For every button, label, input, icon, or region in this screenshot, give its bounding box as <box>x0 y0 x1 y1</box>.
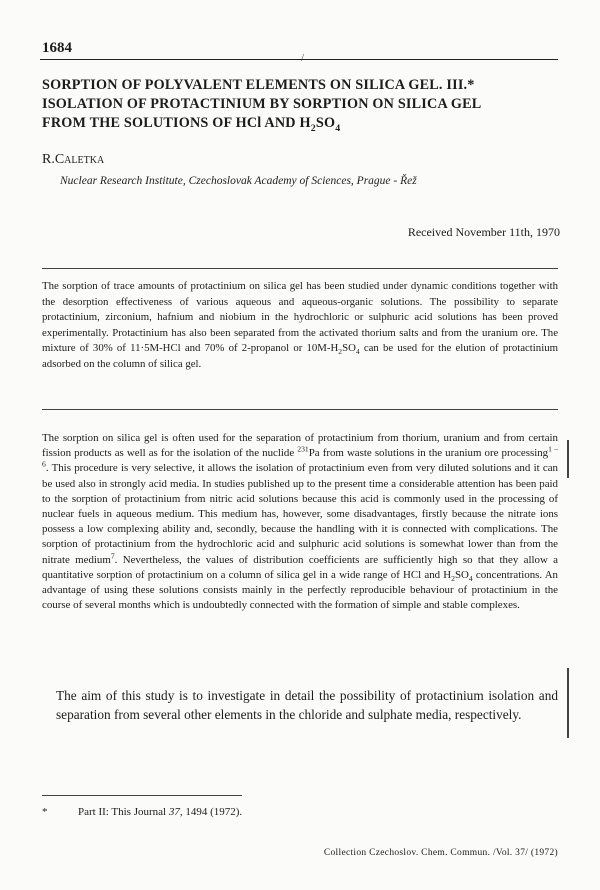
introduction-paragraph: The sorption on silica gel is often used for the separation of protactinium from thorium, uranium and from certain fission products as well as for the isolation of the nuclide $^{231}$Pa from waste solutions in the uranium ore processing$^{1 - 6}$. This procedure is very selective, it allows the isolation of protactinium even from very diluted solutions and it can be used also in strongly acid media. In studies published up to the present time a considerable attention has been paid to the sorption of protactinium from nitric acid solutions because this acid is commonly used in the processing of nuclear fuels in aqueous medium. This medium has, however, some disadvantages, firstly because the nitrate ions possess a low complexing ability and, secondly, because the handling with it is connected with complications. The sorption of protactinium from the hydrochloric acid and sulphuric acid solutions is somewhat lower than from the nitrate medium$^7$. Nevertheless, the values of distribution coefficients are sufficiently high so that they allow a quantitative sorption of protactinium on a column of silica gel in a wide range of HCl and $H_2SO_4$ concentrations. An advantage of using these solutions consists mainly in the perfectly reproducible behaviour of protactinium in the course of several months which is undoubtedly connected with the formation of simple and stable complexes. <box>42 432 559 612</box>
footnote-rule <box>42 795 242 796</box>
abstract: The sorption of trace amounts of protactinium on silica gel has been studied under dynamic conditions together with the desorption effectiveness of various aqueous and aqueous-organic solutions. The possibility to separate protactinium, zirconium, hafnium and niobium in the hydrochloric or sulphuric acid solutions has been proved experimentally. Protactinium has also been separated from the activated thorium salts and from the uranium ore. The mixture of 30% of 11·5M-HCl and 70% of 2-propanol or $10M-H_2SO_4$ can be used for the elution of protactinium adsorbed on the column of silica gel. <box>42 280 558 370</box>
abstract-bottom-rule <box>42 409 558 410</box>
header-rule <box>40 59 558 60</box>
scan-mark: / <box>301 52 305 64</box>
page-number: 1684 <box>42 40 72 56</box>
running-footer: Collection Czechoslov. Chem. Commun. /Vol. 37/ (1972) <box>323 848 558 858</box>
title-line-3: FROM THE SOLUTIONS OF HCl AND $H_2SO_4$ <box>42 115 341 134</box>
margin-mark <box>567 440 569 478</box>
footnote: * Part II: This Journal 37, 1494 (1972). <box>42 806 243 818</box>
margin-mark-2 <box>567 668 569 738</box>
received-date: Received November 11th, 1970 <box>407 225 560 239</box>
author: R.Caletka <box>42 152 105 167</box>
article-title <box>42 76 562 133</box>
affiliation: Nuclear Research Institute, Czechoslovak Academy of Sciences, Prague - Řež <box>60 175 417 187</box>
title-line-1: SORPTION OF POLYVALENT ELEMENTS ON SILICA GEL. III.* <box>42 77 475 93</box>
aim-paragraph: The aim of this study is to investigate in detail the possibility of protactinium isolation and separation from several other elements in the chloride and sulphate media, respectively. <box>56 688 558 722</box>
abstract-top-rule <box>42 268 558 269</box>
title-line-2: ISOLATION OF PROTACTINIUM BY SORPTION ON SILICA GEL <box>42 96 482 112</box>
